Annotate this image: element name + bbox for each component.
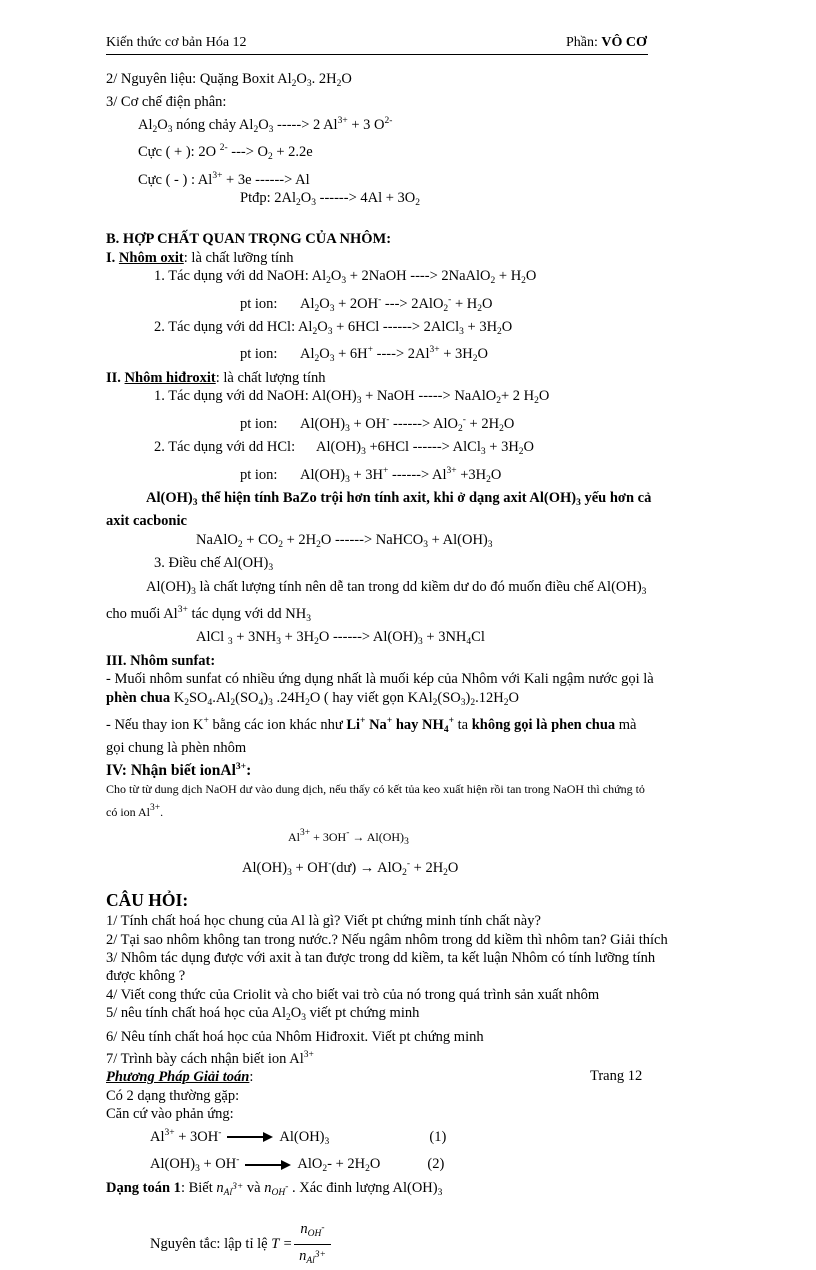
raw-material-line: 2/ Nguyên liệu: Quặng Boxit $Al_2O_3$. $2H_2O$ — [106, 71, 352, 89]
hydroxide-hcl-eq: 2. Tác dụng với dd HCl: $Al(OH)_3 +6HCl$ ------> AlCl$_3$ + $3H_2O$ — [154, 439, 535, 458]
hydroxide-naoh-eq: 1. Tác dụng với dd NaOH: $Al(OH)_3$ + NaOH -----> NaAlO$_2$+ 2 $H_2O$ — [154, 388, 550, 407]
cathode-line: Cực ( - ) : $Al^{3+} + 3e$ ------> Al — [138, 170, 310, 188]
page-number: Trang 12 — [590, 1068, 643, 1084]
question-6: 6/ Nêu tính chất hoá học của Nhôm Hiđroxit. Viết pt chứng minh — [106, 1028, 484, 1045]
reaction-1: $Al^{3+} + 3OH^-$ $Al(OH)_3$ (1) — [150, 1127, 447, 1147]
hydroxide-naoh-ion: pt ion: $Al(OH)_3 + OH^-$ ------> $AlO_2^- + 2H_2O$ — [240, 414, 515, 434]
method-title: Phương Pháp Giải toán: — [106, 1069, 254, 1086]
questions-title: CÂU HỎI: — [106, 890, 189, 911]
identify-eq-2: $Al(OH)_3$ + OH-(dư) → $AlO_2^- + 2H_2O$ — [242, 859, 459, 879]
question-5: 5/ nêu tính chất hoá học của $Al_2O_3$ viết pt chứng minh — [106, 1005, 420, 1024]
identify-paragraph: Cho từ từ dung dịch NaOH dư vào dung dịch, nếu thấy có kết tủa keo xuất hiện rồi tan trong NaOH thì chứng tỏ có ion $Al^{3+}$. — [106, 782, 645, 820]
arrow-right-icon — [227, 1132, 273, 1142]
aluminum-hydroxide-heading: II. Nhôm hiđroxit: là chất lượng tính — [106, 369, 326, 386]
arrow-right-icon — [245, 1160, 291, 1170]
question-2: 2/ Tại sao nhôm không tan trong nước.? Nếu ngâm nhôm trong dd kiềm thì nhôm tan? Giải thích — [106, 931, 668, 948]
aluminum-sulfate-heading: III. Nhôm sunfat: — [106, 652, 216, 669]
hydroxide-hcl-ion: pt ion: $Al(OH)_3 + 3H^+$ ------> $Al^{3+} +3H_2O$ — [240, 465, 502, 485]
question-7: 7/ Trình bày cách nhận biết ion $Al^{3+}$ — [106, 1050, 314, 1068]
electrolysis-heading: 3/ Cơ chế điện phân: — [106, 94, 227, 111]
section-b-title: B. HỢP CHẤT QUAN TRỌNG CỦA NHÔM: — [106, 231, 392, 248]
oxide-naoh-eq: 1. Tác dụng với dd NaOH: $Al_2O_3$ + 2NaOH ----> 2NaAlO$_2$ + $H_2O$ — [154, 268, 537, 287]
prep-paragraph: $Al(OH)_3$ là chất lượng tính nên dễ tan trong dd kiềm dư do đó muốn điều chế $Al(OH)_3$ cho muối $Al^{3+}$ tác dụng với dd $NH_3$ — [106, 578, 647, 624]
oxide-hcl-ion: pt ion: $Al_2O_3 + 6H^+$ ----> $2Al^{3+} + 3H_2O$ — [240, 345, 488, 365]
document-body — [106, 70, 668, 1270]
electrolysis-equation: Ptđp: $2Al_2O_3$ ------> $4Al + 3O_2$ — [240, 190, 421, 209]
question-1: 1/ Tính chất hoá học chung của Al là gì? Viết pt chứng minh tính chất này? — [106, 913, 541, 930]
oxide-naoh-ion: pt ion: $Al_2O_3 + 2OH^-$ ---> $2AlO_2^- + H_2O$ — [240, 294, 493, 314]
reaction-2: $Al(OH)_3 + OH^-$ $AlO_2- + 2H_2O$ (2) — [150, 1155, 445, 1175]
method-line-1: Có 2 dạng thường gặp: — [106, 1087, 240, 1104]
method-line-2: Căn cứ vào phản ứng: — [106, 1106, 234, 1123]
problem-type-1: Dạng toán 1: Biết $n_{Al^{3+}}$ và $n_{OH^-}$ . Xác đinh lượng $Al(OH)_3$ — [106, 1180, 443, 1199]
question-3: 3/ Nhôm tác dụng được với axit à tan được trong dd kiềm, ta kết luận Nhôm có tính lưỡng tính được không ? — [106, 950, 656, 985]
oxide-hcl-eq: 2. Tác dụng với dd HCl: $Al_2O_3 + 6HCl$ ------> 2AlCl$_3$ + $3H_2O$ — [154, 319, 513, 338]
naalo2-co2-eq: NaAlO$_2$ + $CO_2 + 2H_2O$ ------> NaHCO$_3$ + $Al(OH)_3$ — [196, 531, 493, 550]
page-header — [106, 32, 648, 55]
amphoteric-note: $Al(OH)_3$ thể hiện tính BaZo trội hơn tính axit, khi ở dạng axit $Al(OH)_3$ yếu hơn cả axit cacbonic — [106, 489, 652, 530]
aluminum-oxide-heading: I. Nhôm oxit: là chất lưỡng tính — [106, 249, 294, 266]
molten-al2o3-line: $Al_2O_3$ nóng chảy $Al_2O_3$ -----> 2 $Al^{3+} + 3$ $O^{2-}$ — [138, 115, 393, 135]
question-4: 4/ Viết cong thức của Criolit và cho biết vai trò của nó trong quá trình sản xuất nhôm — [106, 986, 600, 1003]
ratio-principle: Nguyên tắc: lập tỉ lệ T = $\frac{n_{OH^-}}{n_{Al^{3+}}}$ — [106, 1219, 656, 1270]
alcl3-nh3-eq: AlCl $_3 + 3NH_3 + 3H_2O$ ------> $Al(OH)_3 + 3NH_4Cl$ — [196, 629, 485, 648]
anode-line: Cực ( + ): 2O $^{2-}$ ---> $O_2 + 2.2e$ — [138, 143, 313, 163]
alum-paragraph-1: - Muối nhôm sunfat có nhiều ứng dụng nhất là muối kép của Nhôm với Kali ngậm nước gọi là phèn chua $K_2SO_4.Al_2(SO_4)_3$ $.24H_2O$ ( hay viết gọn $KAl_2(SO_3)_2.12H_2O$ — [106, 671, 654, 708]
identify-eq-1: $Al^{3+} + 3OH^- \to Al(OH)_3$ — [288, 828, 409, 848]
header-section: Phần: VÔ CƠ — [566, 35, 647, 50]
prep-heading: 3. Điều chế $Al(OH)_3$ — [154, 555, 274, 574]
identify-al3-heading: IV: Nhận biết ionAl$^{3+}$: — [106, 761, 252, 779]
alum-paragraph-2: - Nếu thay ion K+ bằng các ion khác như Li+ Na+ hay $NH_4^+$ ta không gọi là phen chua mà gọi chung là phèn nhôm — [106, 715, 637, 757]
ratio-fraction: $\frac{n_{OH^-}}{n_{Al^{3+}}}$ — [294, 1219, 330, 1270]
header-title: Kiến thức cơ bản Hóa 12 — [106, 35, 247, 50]
